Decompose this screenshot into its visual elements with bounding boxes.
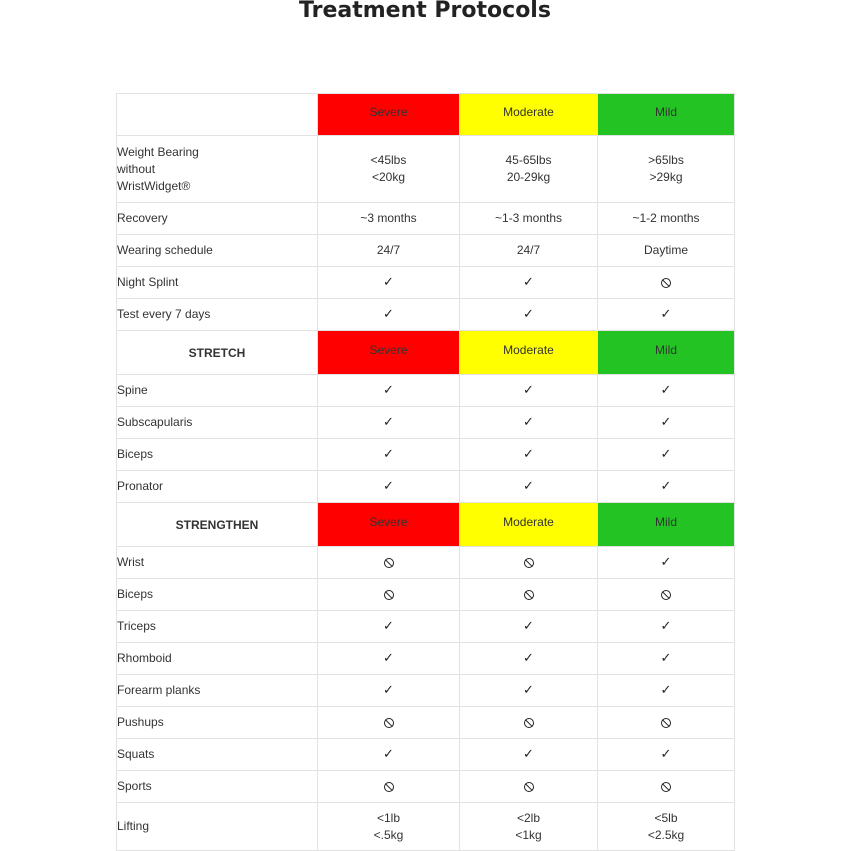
cell-value: Daytime xyxy=(643,243,688,257)
cell-severe xyxy=(318,203,460,235)
cell-moderate xyxy=(460,235,598,267)
cell-severe xyxy=(318,803,460,851)
cell-mild xyxy=(598,439,735,471)
row-label-spine xyxy=(117,375,318,407)
checkmark-icon: ✓ xyxy=(523,479,534,494)
cell-mild xyxy=(598,407,735,439)
row-label-text: Rhomboid xyxy=(117,651,172,665)
cell-moderate xyxy=(460,803,598,851)
severity-label: Mild xyxy=(654,104,677,119)
row-label-text: Pronator xyxy=(117,479,164,493)
checkmark-icon: ✓ xyxy=(383,683,394,698)
cell-moderate xyxy=(460,547,598,579)
cell-severe xyxy=(318,235,460,267)
cell-mild xyxy=(598,547,735,579)
checkmark-icon: ✓ xyxy=(523,747,534,762)
row-label-weight-bearing-without-wristwidget xyxy=(117,136,318,203)
cell-mild xyxy=(598,675,735,707)
row-label-text: Biceps xyxy=(117,447,154,461)
checkmark-icon: ✓ xyxy=(660,383,672,398)
cell-moderate xyxy=(460,675,598,707)
cell-severe xyxy=(318,407,460,439)
cell-mild xyxy=(598,643,735,675)
row-label-wearing-schedule xyxy=(117,235,318,267)
cell-mild xyxy=(598,299,735,331)
row-label-pushups xyxy=(117,707,318,739)
row-label-text: Wearing schedule xyxy=(117,243,213,257)
row-label-text: Test every 7 days xyxy=(117,307,211,321)
header-corner-cell xyxy=(117,94,318,136)
no-entry-icon xyxy=(524,558,534,568)
table-row xyxy=(117,771,735,803)
cell-value: ~3 months xyxy=(360,211,417,225)
row-label-text: Spine xyxy=(117,383,148,397)
cell-moderate xyxy=(460,471,598,503)
cell-severe xyxy=(318,707,460,739)
severity-header-moderate xyxy=(460,503,598,547)
row-label-lifting xyxy=(117,803,318,851)
table-row xyxy=(117,471,735,503)
cell-moderate xyxy=(460,643,598,675)
cell-value: <45lbs xyxy=(370,153,407,167)
row-label-text: Biceps xyxy=(117,587,154,601)
cell-severe xyxy=(318,375,460,407)
row-label-pronator xyxy=(117,471,318,503)
table-row xyxy=(117,611,735,643)
row-label-biceps xyxy=(117,579,318,611)
cell-value: 20-29kg xyxy=(506,170,551,184)
checkmark-icon: ✓ xyxy=(660,479,672,494)
cell-mild xyxy=(598,267,735,299)
cell-severe xyxy=(318,611,460,643)
cell-severe xyxy=(318,675,460,707)
cell-severe xyxy=(318,643,460,675)
no-entry-icon xyxy=(524,590,534,600)
cell-value: <1lb xyxy=(376,810,401,825)
table-row xyxy=(117,739,735,771)
severity-header-severe xyxy=(318,94,460,136)
section-header-row xyxy=(117,94,735,136)
row-label-triceps xyxy=(117,611,318,643)
checkmark-icon: ✓ xyxy=(383,307,394,322)
row-label-night-splint xyxy=(117,267,318,299)
checkmark-icon: ✓ xyxy=(523,447,534,462)
severity-label: Mild xyxy=(654,342,677,357)
row-label-wrist xyxy=(117,547,318,579)
cell-moderate xyxy=(460,407,598,439)
cell-value: <5lb xyxy=(654,810,678,825)
severity-header-mild xyxy=(598,503,735,547)
severity-label: Moderate xyxy=(503,104,554,119)
cell-mild xyxy=(598,136,735,203)
cell-moderate xyxy=(460,439,598,471)
row-label-text: Forearm planks xyxy=(117,683,201,697)
checkmark-icon: ✓ xyxy=(660,555,672,570)
checkmark-icon: ✓ xyxy=(660,683,672,698)
checkmark-icon: ✓ xyxy=(383,447,394,462)
checkmark-icon: ✓ xyxy=(523,619,534,634)
row-label-text: Subscapularis xyxy=(117,415,193,429)
cell-moderate xyxy=(460,707,598,739)
cell-severe xyxy=(318,267,460,299)
table-row xyxy=(117,643,735,675)
section-header-row xyxy=(117,331,735,375)
no-entry-icon xyxy=(524,782,534,792)
checkmark-icon: ✓ xyxy=(523,651,534,666)
cell-value: <.5kg xyxy=(373,827,404,842)
cell-moderate xyxy=(460,136,598,203)
cell-mild xyxy=(598,471,735,503)
checkmark-icon: ✓ xyxy=(383,383,394,398)
checkmark-icon: ✓ xyxy=(383,275,394,290)
severity-header-moderate xyxy=(460,94,598,136)
table-row xyxy=(117,136,735,203)
severity-header-mild xyxy=(598,331,735,375)
row-label-text: WristWidget® xyxy=(117,178,191,193)
cell-moderate xyxy=(460,375,598,407)
treatment-protocols-table xyxy=(116,93,735,851)
severity-header-mild xyxy=(598,94,735,136)
no-entry-icon xyxy=(661,278,671,288)
cell-mild xyxy=(598,375,735,407)
cell-value: <1kg xyxy=(515,827,542,842)
cell-moderate xyxy=(460,611,598,643)
cell-severe xyxy=(318,547,460,579)
cell-value: <20kg xyxy=(371,170,406,184)
table-row xyxy=(117,235,735,267)
checkmark-icon: ✓ xyxy=(383,747,394,762)
checkmark-icon: ✓ xyxy=(383,479,394,494)
cell-value: ~1-3 months xyxy=(494,211,563,225)
row-label-text: Squats xyxy=(117,747,155,761)
cell-mild xyxy=(598,611,735,643)
section-header-row xyxy=(117,503,735,547)
section-title-strengthen: STRENGTHEN xyxy=(117,503,318,547)
no-entry-icon xyxy=(524,718,534,728)
cell-value: <2lb xyxy=(516,810,541,825)
cell-severe xyxy=(318,739,460,771)
severity-header-severe xyxy=(318,331,460,375)
cell-mild xyxy=(598,803,735,851)
row-label-text: Triceps xyxy=(117,619,156,633)
cell-moderate xyxy=(460,203,598,235)
row-label-text: without xyxy=(117,161,156,176)
cell-value: <2.5kg xyxy=(647,827,685,842)
cell-value: ~1-2 months xyxy=(632,211,700,225)
row-label-test-every-7-days xyxy=(117,299,318,331)
cell-mild xyxy=(598,771,735,803)
table-row xyxy=(117,707,735,739)
table-row xyxy=(117,407,735,439)
table-row xyxy=(117,203,735,235)
no-entry-icon xyxy=(661,590,671,600)
cell-mild xyxy=(598,203,735,235)
severity-header-severe xyxy=(318,503,460,547)
row-label-recovery xyxy=(117,203,318,235)
cell-value: 24/7 xyxy=(516,243,541,257)
severity-label: Severe xyxy=(369,514,408,529)
checkmark-icon: ✓ xyxy=(660,619,672,634)
severity-header-moderate xyxy=(460,331,598,375)
row-label-text: Weight Bearing xyxy=(117,144,199,159)
checkmark-icon: ✓ xyxy=(523,275,534,290)
cell-severe xyxy=(318,579,460,611)
table-row xyxy=(117,267,735,299)
section-title-stretch: STRETCH xyxy=(117,331,318,375)
checkmark-icon: ✓ xyxy=(660,447,672,462)
row-label-biceps xyxy=(117,439,318,471)
cell-mild xyxy=(598,739,735,771)
severity-label: Mild xyxy=(654,514,677,529)
no-entry-icon xyxy=(661,718,671,728)
row-label-sports xyxy=(117,771,318,803)
checkmark-icon: ✓ xyxy=(660,747,672,762)
severity-label: Moderate xyxy=(503,514,554,529)
cell-severe xyxy=(318,771,460,803)
cell-moderate xyxy=(460,267,598,299)
table-row xyxy=(117,579,735,611)
cell-mild xyxy=(598,579,735,611)
table-row xyxy=(117,299,735,331)
no-entry-icon xyxy=(384,558,394,568)
row-label-text: Night Splint xyxy=(117,275,179,289)
cell-severe xyxy=(318,471,460,503)
page-title: Treatment Protocols xyxy=(299,0,551,23)
cell-moderate xyxy=(460,771,598,803)
checkmark-icon: ✓ xyxy=(523,307,534,322)
no-entry-icon xyxy=(661,782,671,792)
row-label-text: Recovery xyxy=(117,211,168,225)
checkmark-icon: ✓ xyxy=(660,415,672,430)
checkmark-icon: ✓ xyxy=(523,415,534,430)
no-entry-icon xyxy=(384,590,394,600)
severity-label: Moderate xyxy=(503,342,554,357)
row-label-rhomboid xyxy=(117,643,318,675)
cell-severe xyxy=(318,136,460,203)
row-label-text: Lifting xyxy=(117,819,150,833)
table-row xyxy=(117,547,735,579)
row-label-text: Pushups xyxy=(117,715,164,729)
table-row xyxy=(117,375,735,407)
row-label-squats xyxy=(117,739,318,771)
checkmark-icon: ✓ xyxy=(383,415,394,430)
row-label-text: Wrist xyxy=(117,555,145,569)
checkmark-icon: ✓ xyxy=(660,307,672,322)
cell-mild xyxy=(598,707,735,739)
table-row xyxy=(117,803,735,851)
checkmark-icon: ✓ xyxy=(383,651,394,666)
cell-mild xyxy=(598,235,735,267)
checkmark-icon: ✓ xyxy=(383,619,394,634)
row-label-text: Sports xyxy=(117,779,152,793)
no-entry-icon xyxy=(384,782,394,792)
checkmark-icon: ✓ xyxy=(523,683,534,698)
checkmark-icon: ✓ xyxy=(523,383,534,398)
cell-value: 45-65lbs xyxy=(505,153,552,167)
cell-value: 24/7 xyxy=(376,243,401,257)
cell-severe xyxy=(318,439,460,471)
row-label-subscapularis xyxy=(117,407,318,439)
cell-severe xyxy=(318,299,460,331)
severity-label: Severe xyxy=(369,104,408,119)
table-row xyxy=(117,439,735,471)
cell-value: >29kg xyxy=(649,170,683,184)
checkmark-icon: ✓ xyxy=(660,651,672,666)
cell-moderate xyxy=(460,299,598,331)
table-row xyxy=(117,675,735,707)
cell-moderate xyxy=(460,579,598,611)
row-label-forearm-planks xyxy=(117,675,318,707)
cell-moderate xyxy=(460,739,598,771)
no-entry-icon xyxy=(384,718,394,728)
cell-value: >65lbs xyxy=(648,153,684,167)
severity-label: Severe xyxy=(369,342,408,357)
